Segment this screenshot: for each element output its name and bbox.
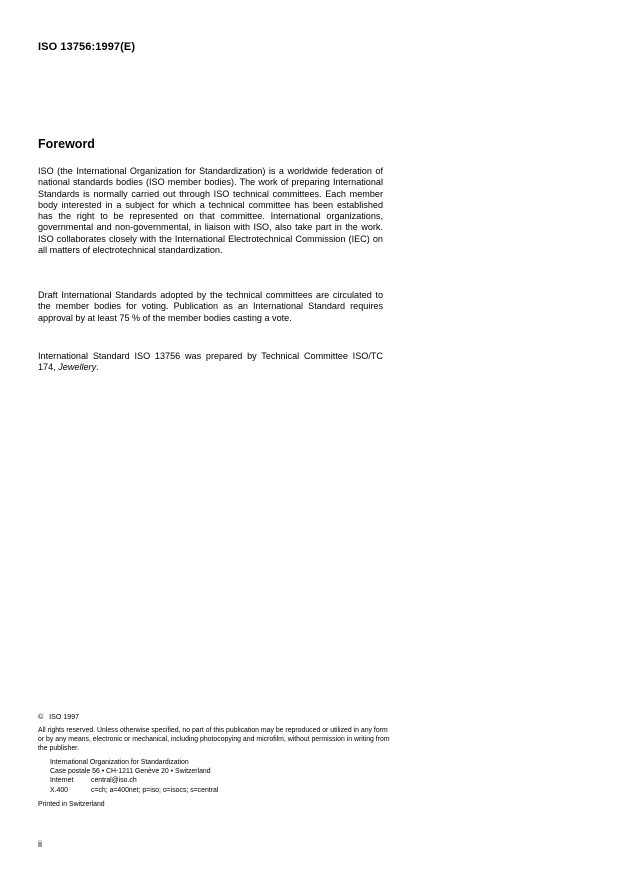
paragraph-3-end: . — [96, 362, 99, 373]
committee-name: Jewellery — [58, 362, 97, 373]
org-name: International Organization for Standardization — [50, 759, 189, 766]
copyright-text: ISO 1997 — [49, 713, 80, 721]
foreword-heading: Foreword — [38, 137, 95, 151]
foreword-paragraph-2: Draft International Standards adopted by the technical committees are circulated to the member bodies for voting. Publication as an International Standard requires approval by at least 75 % of the member bodies casting a vote. — [38, 290, 383, 323]
x400-label: X.400 — [50, 786, 69, 794]
document-id-header: ISO 13756:1997(E) — [38, 41, 136, 53]
paragraph-3-text: International Standard ISO 13756 was prepared by Technical Committee ISO/TC 174, — [38, 351, 383, 373]
internet-row — [50, 776, 218, 785]
copyright-symbol: © — [38, 713, 44, 721]
copyright-line — [38, 713, 79, 722]
internet-label: Internet — [50, 777, 74, 785]
x400-value: c=ch; a=400net; p=iso; o=isocs; s=central — [91, 786, 219, 794]
page-number: ii — [38, 839, 42, 849]
postal-address: Case postale 56 • CH-1211 Genève 20 • Switzerland — [50, 768, 211, 776]
iso-address-block — [50, 758, 218, 795]
printed-in-notice: Printed in Switzerland — [38, 801, 105, 808]
foreword-paragraph-3 — [38, 351, 383, 374]
rights-reserved-notice: All rights reserved. Unless otherwise specified, no part of this publication may be reproduced or utilized in any form or by any means, electronic or mechanical, including photocopying and microfilm, without permission in writing from the publisher. — [38, 727, 390, 752]
internet-value: central@iso.ch — [91, 777, 137, 785]
foreword-paragraph-1: ISO (the International Organization for Standardization) is a worldwide federation of national standards bodies (ISO member bodies). The work of preparing International Standards is normally carried out through ISO technical committees. Each member body interested in a subject for which a technical committee has been established has the right to be represented on that committee. International organizations, governmental and non-governmental, in liaison with ISO, also take part in the work. ISO collaborates closely with the International Electrotechnical Commission (IEC) on all matters of electrotechnical standardization. — [38, 166, 383, 256]
x400-row — [50, 786, 218, 795]
